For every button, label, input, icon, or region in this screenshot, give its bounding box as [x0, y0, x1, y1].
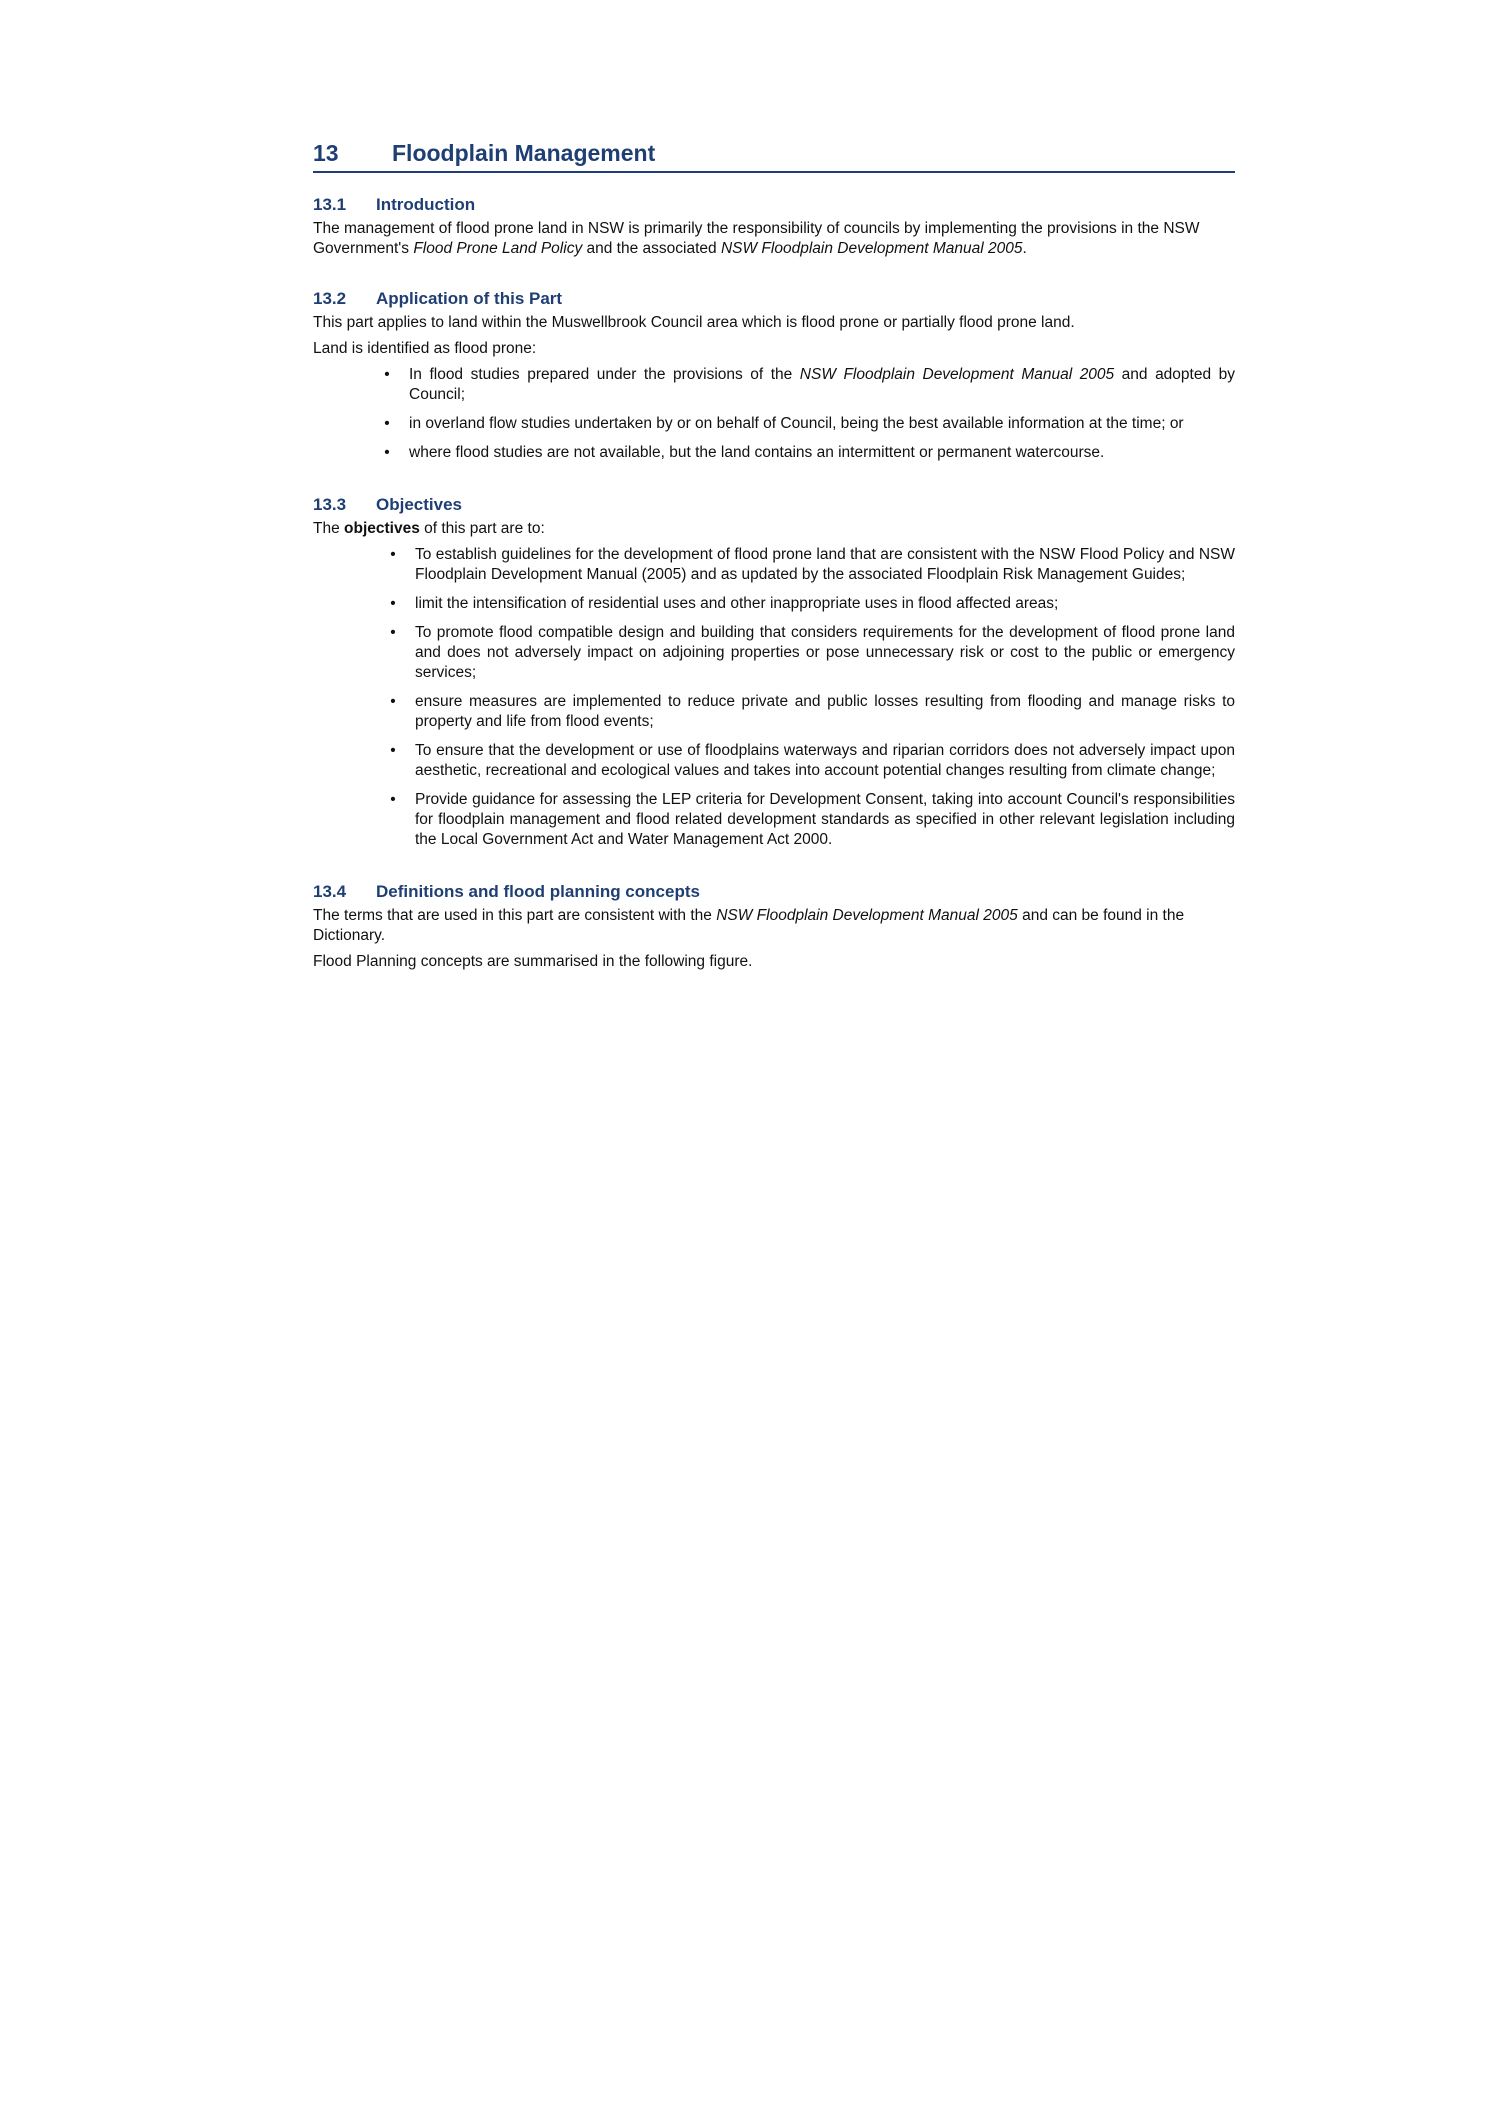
list-item [377, 365, 1235, 405]
list-item [383, 545, 1235, 585]
text-run: To establish guidelines for the development of flood prone land that are consistent with the NSW Flood Policy and NSW Floodplain Development Manual (2005) and as updated by the associated Floodplain Risk Management Guides; [415, 546, 1235, 583]
bullet-icon: • [384, 444, 390, 461]
objectives-list [313, 545, 1235, 850]
section-objectives [313, 495, 1235, 850]
section-number: 13.2 [313, 289, 347, 308]
objectives-paragraph [313, 519, 1235, 539]
text-run: ensure measures are implemented to reduce private and public losses resulting from flooding and manage risks to property and life from flood events; [415, 693, 1235, 730]
bullet-icon: • [390, 742, 396, 759]
list-item [377, 414, 1235, 434]
text-run: limit the intensification of residential uses and other inappropriate uses in flood affected areas; [415, 595, 1059, 612]
section-application [313, 289, 1235, 463]
section-title: Objectives [376, 495, 462, 514]
policy-name: Flood Prone Land Policy [413, 240, 583, 257]
bullet-icon: • [384, 366, 390, 383]
text-run: . [1022, 240, 1027, 257]
chapter-heading [313, 140, 1235, 173]
section-definitions [313, 882, 1235, 972]
definitions-paragraph [313, 906, 1235, 946]
section-number: 13.3 [313, 495, 347, 514]
list-item [383, 594, 1235, 614]
manual-name: NSW Floodplain Development Manual 2005 [716, 907, 1018, 924]
bullet-icon: • [390, 546, 396, 563]
text-run: of this part are to: [419, 520, 545, 537]
section-number: 13.1 [313, 195, 347, 214]
chapter-number: 13 [313, 140, 339, 166]
manual-name: NSW Floodplain Development Manual 2005 [799, 366, 1115, 383]
concepts-paragraph: Flood Planning concepts are summarised in the following figure. [313, 953, 753, 970]
list-item [383, 623, 1235, 683]
text-run: and the associated [582, 240, 721, 257]
bullet-icon: • [390, 791, 396, 808]
section-title: Introduction [376, 195, 476, 214]
section-heading [313, 882, 1235, 902]
list-item [377, 443, 1235, 463]
identified-paragraph: Land is identified as flood prone: [313, 340, 537, 357]
text-run: In flood studies prepared under the provisions of the [409, 366, 800, 383]
text-run: and can be found in the Dictionary. [313, 907, 1185, 944]
list-item [383, 790, 1235, 850]
objectives-term: objectives [344, 520, 420, 537]
text-run: The management of flood prone land in NSW is primarily the responsibility of councils by implementing the provisions in the NSW Government's [313, 220, 1200, 257]
list-item [383, 692, 1235, 732]
application-paragraph: This part applies to land within the Muswellbrook Council area which is flood prone or partially flood prone land. [313, 314, 1075, 331]
text-run: The terms that are used in this part are consistent with the [313, 907, 717, 924]
bullet-icon: • [390, 693, 396, 710]
chapter-title: Floodplain Management [392, 140, 656, 166]
bullet-icon: • [390, 595, 396, 612]
section-introduction [313, 195, 1235, 259]
text-run: where flood studies are not available, but the land contains an intermittent or permanent watercourse. [409, 444, 1105, 461]
list-item [383, 741, 1235, 781]
text-run: in overland flow studies undertaken by or on behalf of Council, being the best available information at the time; or [409, 415, 1184, 432]
bullet-icon: • [384, 415, 390, 432]
page-content [313, 140, 1235, 978]
flood-prone-list [313, 365, 1235, 463]
manual-name: NSW Floodplain Development Manual 2005 [720, 240, 1023, 257]
text-run: To ensure that the development or use of floodplains waterways and riparian corridors does not adversely impact upon aesthetic, recreational and ecological values and takes into account potential changes resulting from climate change; [415, 742, 1235, 779]
intro-paragraph [313, 219, 1235, 259]
text-run: and adopted by Council; [409, 366, 1235, 403]
text-run: Provide guidance for assessing the LEP criteria for Development Consent, taking into account Council's responsibilities for floodplain management and flood related development standards as specified in other relevant legislation including the Local Government Act and Water Management Act 2000. [415, 791, 1235, 848]
section-heading [313, 495, 1235, 515]
section-title: Application of this Part [376, 289, 563, 308]
section-title: Definitions and flood planning concepts [376, 882, 700, 901]
section-heading [313, 289, 1235, 309]
section-heading [313, 195, 1235, 215]
section-number: 13.4 [313, 882, 347, 901]
text-run: The [313, 520, 345, 537]
bullet-icon: • [390, 624, 396, 641]
text-run: To promote flood compatible design and building that considers requirements for the development of flood prone land and does not adversely impact on adjoining properties or pose unnecessary risk or cost to the public or emergency services; [415, 624, 1235, 681]
